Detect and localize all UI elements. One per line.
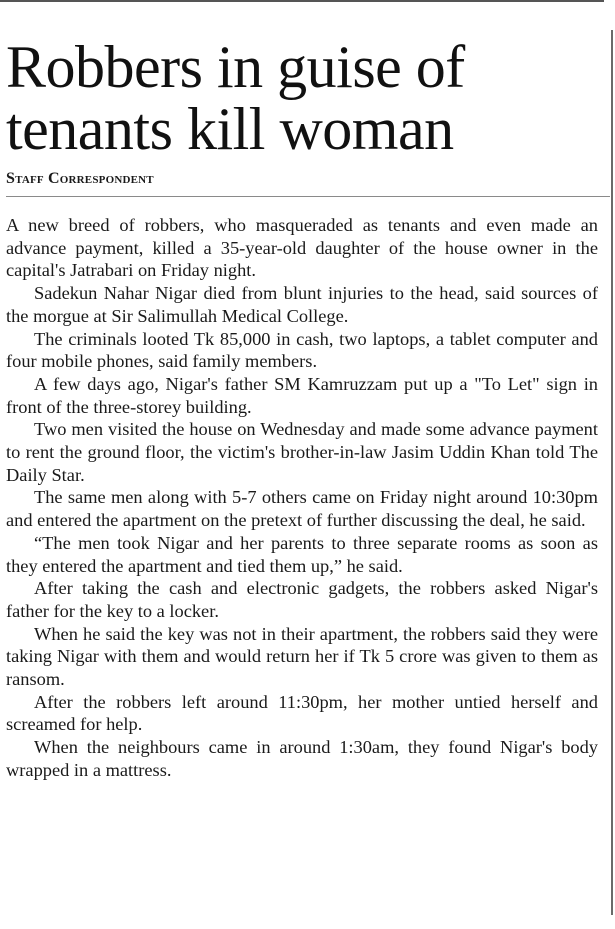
paragraph-5: Two men visited the house on Wednesday and made some advance payment to rent the ground floor, the victim's brother-in-law Jasim Uddin Khan told The Daily Star. — [6, 419, 598, 485]
paragraph-1: A new breed of robbers, who masqueraded as tenants and even made an advance payment, killed a 35-year-old daughter of the house owner in the capital's Jatrabari on Friday night. — [6, 215, 598, 281]
headline-line-1: Robbers in guise of — [6, 34, 465, 100]
paragraph-7: “The men took Nigar and her parents to three separate rooms as soon as they entered the apartment and tied them up,” he said. — [6, 532, 598, 576]
column-border-rule — [611, 30, 613, 915]
paragraph-4: A few days ago, Nigar's father SM Kamruzzam put up a "To Let" sign in front of the three-storey building. — [6, 373, 598, 417]
paragraph-2: Sadekun Nahar Nigar died from blunt injuries to the head, said sources of the morgue at Sir Salimullah Medical College. — [6, 283, 598, 326]
byline: Staff Correspondent — [6, 170, 154, 187]
byline-divider — [6, 196, 610, 197]
paragraph-10: After the robbers left around 11:30pm, her mother untied herself and screamed for help. — [6, 691, 598, 735]
paragraph-3: The criminals looted Tk 85,000 in cash, two laptops, a tablet computer and four mobile phones, said family members. — [6, 328, 598, 372]
headline-line-2: tenants kill woman — [6, 96, 454, 162]
article-body — [6, 214, 598, 782]
paragraph-11: When the neighbours came in around 1:30am, they found Nigar's body wrapped in a mattress. — [6, 737, 598, 780]
paragraph-8: After taking the cash and electronic gadgets, the robbers asked Nigar's father for the key to a locker. — [6, 578, 598, 621]
headline — [6, 2, 598, 160]
paragraph-9: When he said the key was not in their apartment, the robbers said they were taking Nigar with them and would return her if Tk 5 crore was given to them as ransom. — [6, 623, 598, 690]
paragraph-6: The same men along with 5-7 others came on Friday night around 10:30pm and entered the apartment on the pretext of further discussing the deal, he said. — [6, 487, 598, 531]
news-article — [6, 2, 598, 782]
